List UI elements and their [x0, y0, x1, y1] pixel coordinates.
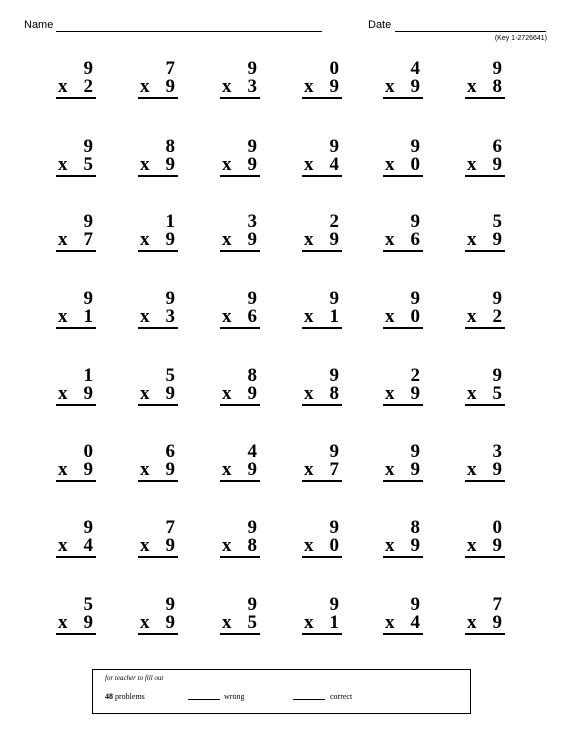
teacher-box: [92, 669, 471, 714]
multiplier: 2: [492, 306, 502, 327]
multiplier: 0: [410, 306, 420, 327]
times-sign: x: [58, 76, 68, 97]
problem-1-4: [302, 60, 342, 99]
multiplier: 1: [329, 306, 339, 327]
times-sign: x: [222, 459, 232, 480]
multiplicand: 9: [492, 288, 502, 309]
problem-5-4: [302, 367, 342, 406]
multiplier-row: [138, 308, 178, 329]
times-sign: x: [385, 459, 395, 480]
multiplicand: 9: [83, 517, 93, 538]
multiplicand: 9: [329, 441, 339, 462]
problem-8-3: [220, 596, 260, 635]
problem-5-2: [138, 367, 178, 406]
problem-4-4: [302, 290, 342, 329]
problems-count-number: 48: [105, 692, 113, 701]
times-sign: x: [304, 154, 314, 175]
multiplier-row: [56, 308, 96, 329]
multiplier: 9: [247, 383, 257, 404]
times-sign: x: [467, 383, 477, 404]
problem-2-3: [220, 138, 260, 177]
wrong-blank: [188, 699, 220, 700]
name-label: Name: [24, 19, 54, 31]
multiplicand: 9: [329, 365, 339, 386]
multiplier-row: [465, 231, 505, 252]
teacher-note: for teacher to fill out: [105, 674, 164, 682]
times-sign: x: [58, 535, 68, 556]
multiplier: 9: [83, 459, 93, 480]
problem-3-6: [465, 213, 505, 252]
multiplier-row: [56, 231, 96, 252]
multiplier: 9: [492, 612, 502, 633]
multiplier: 8: [329, 383, 339, 404]
problem-6-4: [302, 443, 342, 482]
correct-label: correct: [330, 692, 353, 701]
times-sign: x: [304, 76, 314, 97]
multiplier: 0: [329, 535, 339, 556]
times-sign: x: [304, 383, 314, 404]
multiplier: 7: [329, 459, 339, 480]
problem-7-6: [465, 519, 505, 558]
multiplier-row: [465, 614, 505, 635]
times-sign: x: [58, 306, 68, 327]
multiplicand: 9: [492, 58, 502, 79]
times-sign: x: [467, 229, 477, 250]
problem-8-5: [383, 596, 423, 635]
multiplier: 9: [165, 154, 175, 175]
multiplier: 9: [410, 535, 420, 556]
times-sign: x: [222, 306, 232, 327]
problem-2-4: [302, 138, 342, 177]
multiplicand: 9: [410, 441, 420, 462]
multiplicand: 9: [492, 365, 502, 386]
problem-6-3: [220, 443, 260, 482]
problems-count: [105, 692, 145, 701]
multiplier: 2: [83, 76, 93, 97]
multiplier-row: [302, 385, 342, 406]
times-sign: x: [222, 154, 232, 175]
multiplicand: 6: [492, 136, 502, 157]
multiplier-row: [138, 156, 178, 177]
multiplier-row: [220, 156, 260, 177]
problem-1-5: [383, 60, 423, 99]
multiplier: 4: [329, 154, 339, 175]
problem-5-6: [465, 367, 505, 406]
multiplier: 9: [247, 459, 257, 480]
wrong-label: wrong: [224, 692, 245, 701]
multiplicand: 9: [329, 136, 339, 157]
multiplier: 4: [410, 612, 420, 633]
problem-6-2: [138, 443, 178, 482]
times-sign: x: [222, 76, 232, 97]
multiplier-row: [220, 614, 260, 635]
times-sign: x: [140, 229, 150, 250]
times-sign: x: [385, 76, 395, 97]
problem-8-6: [465, 596, 505, 635]
problem-1-1: [56, 60, 96, 99]
date-label: Date: [368, 19, 392, 31]
multiplier-row: [220, 308, 260, 329]
multiplier: 9: [247, 229, 257, 250]
multiplier-row: [302, 537, 342, 558]
correct-blank: [293, 699, 325, 700]
multiplicand: 5: [83, 594, 93, 615]
multiplier: 8: [492, 76, 502, 97]
multiplicand: 5: [165, 365, 175, 386]
times-sign: x: [58, 154, 68, 175]
multiplier-row: [465, 156, 505, 177]
multiplier: 3: [247, 76, 257, 97]
problem-6-5: [383, 443, 423, 482]
times-sign: x: [385, 612, 395, 633]
problems-label: problems: [115, 692, 145, 701]
multiplicand: 6: [165, 441, 175, 462]
multiplier-row: [302, 156, 342, 177]
problem-3-4: [302, 213, 342, 252]
times-sign: x: [385, 306, 395, 327]
times-sign: x: [467, 306, 477, 327]
multiplicand: 5: [492, 211, 502, 232]
multiplier: 9: [329, 76, 339, 97]
multiplier-row: [383, 461, 423, 482]
times-sign: x: [304, 459, 314, 480]
multiplier-row: [383, 78, 423, 99]
multiplicand: 3: [492, 441, 502, 462]
times-sign: x: [58, 612, 68, 633]
multiplicand: 9: [247, 58, 257, 79]
multiplier-row: [302, 614, 342, 635]
multiplicand: 9: [410, 288, 420, 309]
problem-7-4: [302, 519, 342, 558]
multiplicand: 9: [329, 517, 339, 538]
multiplicand: 9: [329, 594, 339, 615]
multiplier: 0: [410, 154, 420, 175]
problem-5-3: [220, 367, 260, 406]
times-sign: x: [304, 535, 314, 556]
multiplier: 4: [83, 535, 93, 556]
multiplier-row: [138, 231, 178, 252]
multiplicand: 2: [329, 211, 339, 232]
multiplier-row: [220, 231, 260, 252]
multiplicand: 9: [410, 211, 420, 232]
multiplier: 9: [165, 383, 175, 404]
times-sign: x: [467, 154, 477, 175]
problem-2-6: [465, 138, 505, 177]
problem-3-3: [220, 213, 260, 252]
problem-7-3: [220, 519, 260, 558]
times-sign: x: [58, 383, 68, 404]
problem-8-2: [138, 596, 178, 635]
multiplicand: 9: [329, 288, 339, 309]
problem-5-5: [383, 367, 423, 406]
problem-6-1: [56, 443, 96, 482]
multiplicand: 7: [165, 517, 175, 538]
multiplier: 5: [247, 612, 257, 633]
multiplier-row: [56, 78, 96, 99]
times-sign: x: [304, 306, 314, 327]
multiplier-row: [465, 308, 505, 329]
multiplier: 9: [165, 76, 175, 97]
multiplier-row: [56, 537, 96, 558]
multiplier-row: [56, 461, 96, 482]
problem-2-5: [383, 138, 423, 177]
problem-1-6: [465, 60, 505, 99]
multiplier: 9: [83, 612, 93, 633]
multiplicand: 0: [492, 517, 502, 538]
multiplier: 9: [492, 535, 502, 556]
multiplier-row: [383, 385, 423, 406]
multiplicand: 0: [329, 58, 339, 79]
multiplier-row: [138, 537, 178, 558]
multiplicand: 9: [247, 517, 257, 538]
times-sign: x: [222, 535, 232, 556]
multiplier-row: [302, 308, 342, 329]
multiplicand: 9: [83, 136, 93, 157]
times-sign: x: [222, 612, 232, 633]
problem-4-1: [56, 290, 96, 329]
problem-6-6: [465, 443, 505, 482]
problem-2-2: [138, 138, 178, 177]
multiplicand: 8: [410, 517, 420, 538]
multiplier-row: [220, 461, 260, 482]
multiplier: 9: [410, 383, 420, 404]
times-sign: x: [140, 154, 150, 175]
multiplier-row: [465, 385, 505, 406]
multiplier-row: [220, 385, 260, 406]
multiplicand: 9: [165, 288, 175, 309]
multiplicand: 9: [247, 136, 257, 157]
problem-1-3: [220, 60, 260, 99]
times-sign: x: [467, 535, 477, 556]
times-sign: x: [385, 383, 395, 404]
problem-7-1: [56, 519, 96, 558]
multiplier: 9: [492, 229, 502, 250]
multiplier-row: [138, 461, 178, 482]
problem-4-3: [220, 290, 260, 329]
multiplier: 9: [492, 459, 502, 480]
multiplicand: 7: [165, 58, 175, 79]
multiplier-row: [383, 156, 423, 177]
times-sign: x: [467, 612, 477, 633]
multiplier: 9: [492, 154, 502, 175]
multiplier-row: [465, 78, 505, 99]
multiplicand: 4: [247, 441, 257, 462]
multiplier: 8: [247, 535, 257, 556]
multiplier-row: [383, 308, 423, 329]
multiplier: 6: [410, 229, 420, 250]
multiplicand: 9: [83, 58, 93, 79]
multiplier: 3: [165, 306, 175, 327]
multiplicand: 4: [410, 58, 420, 79]
multiplier: 9: [410, 76, 420, 97]
times-sign: x: [385, 154, 395, 175]
multiplier: 9: [165, 459, 175, 480]
times-sign: x: [467, 459, 477, 480]
times-sign: x: [58, 459, 68, 480]
multiplier-row: [56, 156, 96, 177]
multiplier: 1: [329, 612, 339, 633]
multiplicand: 2: [410, 365, 420, 386]
problem-2-1: [56, 138, 96, 177]
multiplier-row: [138, 385, 178, 406]
times-sign: x: [140, 383, 150, 404]
times-sign: x: [140, 76, 150, 97]
problem-8-1: [56, 596, 96, 635]
multiplier: 9: [165, 612, 175, 633]
problem-4-6: [465, 290, 505, 329]
multiplicand: 7: [492, 594, 502, 615]
multiplicand: 9: [247, 288, 257, 309]
multiplier-row: [138, 78, 178, 99]
multiplicand: 1: [165, 211, 175, 232]
multiplicand: 9: [410, 136, 420, 157]
times-sign: x: [222, 383, 232, 404]
multiplier-row: [302, 461, 342, 482]
multiplier-row: [220, 537, 260, 558]
multiplier: 9: [410, 459, 420, 480]
multiplicand: 9: [83, 288, 93, 309]
problem-3-5: [383, 213, 423, 252]
times-sign: x: [140, 612, 150, 633]
answer-key-id: (Key 1-2726641): [494, 35, 547, 42]
multiplier-row: [302, 231, 342, 252]
multiplier: 5: [83, 154, 93, 175]
multiplier: 9: [329, 229, 339, 250]
problem-1-2: [138, 60, 178, 99]
multiplier: 9: [165, 535, 175, 556]
multiplier-row: [383, 614, 423, 635]
times-sign: x: [140, 459, 150, 480]
multiplier: 9: [83, 383, 93, 404]
problem-7-2: [138, 519, 178, 558]
times-sign: x: [304, 229, 314, 250]
multiplier: 5: [492, 383, 502, 404]
multiplicand: 9: [247, 594, 257, 615]
multiplier: 9: [165, 229, 175, 250]
multiplier-row: [56, 385, 96, 406]
problem-3-1: [56, 213, 96, 252]
multiplier-row: [138, 614, 178, 635]
problem-7-5: [383, 519, 423, 558]
problem-8-4: [302, 596, 342, 635]
multiplier-row: [383, 231, 423, 252]
times-sign: x: [304, 612, 314, 633]
multiplicand: 8: [247, 365, 257, 386]
multiplier: 1: [83, 306, 93, 327]
multiplier-row: [465, 461, 505, 482]
problem-5-1: [56, 367, 96, 406]
multiplicand: 9: [165, 594, 175, 615]
multiplicand: 9: [83, 211, 93, 232]
multiplier-row: [302, 78, 342, 99]
times-sign: x: [385, 535, 395, 556]
multiplier-row: [465, 537, 505, 558]
times-sign: x: [385, 229, 395, 250]
multiplier-row: [383, 537, 423, 558]
multiplier-row: [56, 614, 96, 635]
problem-4-5: [383, 290, 423, 329]
multiplicand: 3: [247, 211, 257, 232]
problem-4-2: [138, 290, 178, 329]
multiplier: 7: [83, 229, 93, 250]
times-sign: x: [467, 76, 477, 97]
problem-3-2: [138, 213, 178, 252]
multiplicand: 0: [83, 441, 93, 462]
multiplier-row: [220, 78, 260, 99]
times-sign: x: [58, 229, 68, 250]
times-sign: x: [222, 229, 232, 250]
times-sign: x: [140, 306, 150, 327]
multiplicand: 1: [83, 365, 93, 386]
times-sign: x: [140, 535, 150, 556]
multiplier: 9: [247, 154, 257, 175]
multiplicand: 8: [165, 136, 175, 157]
multiplicand: 9: [410, 594, 420, 615]
multiplier: 6: [247, 306, 257, 327]
